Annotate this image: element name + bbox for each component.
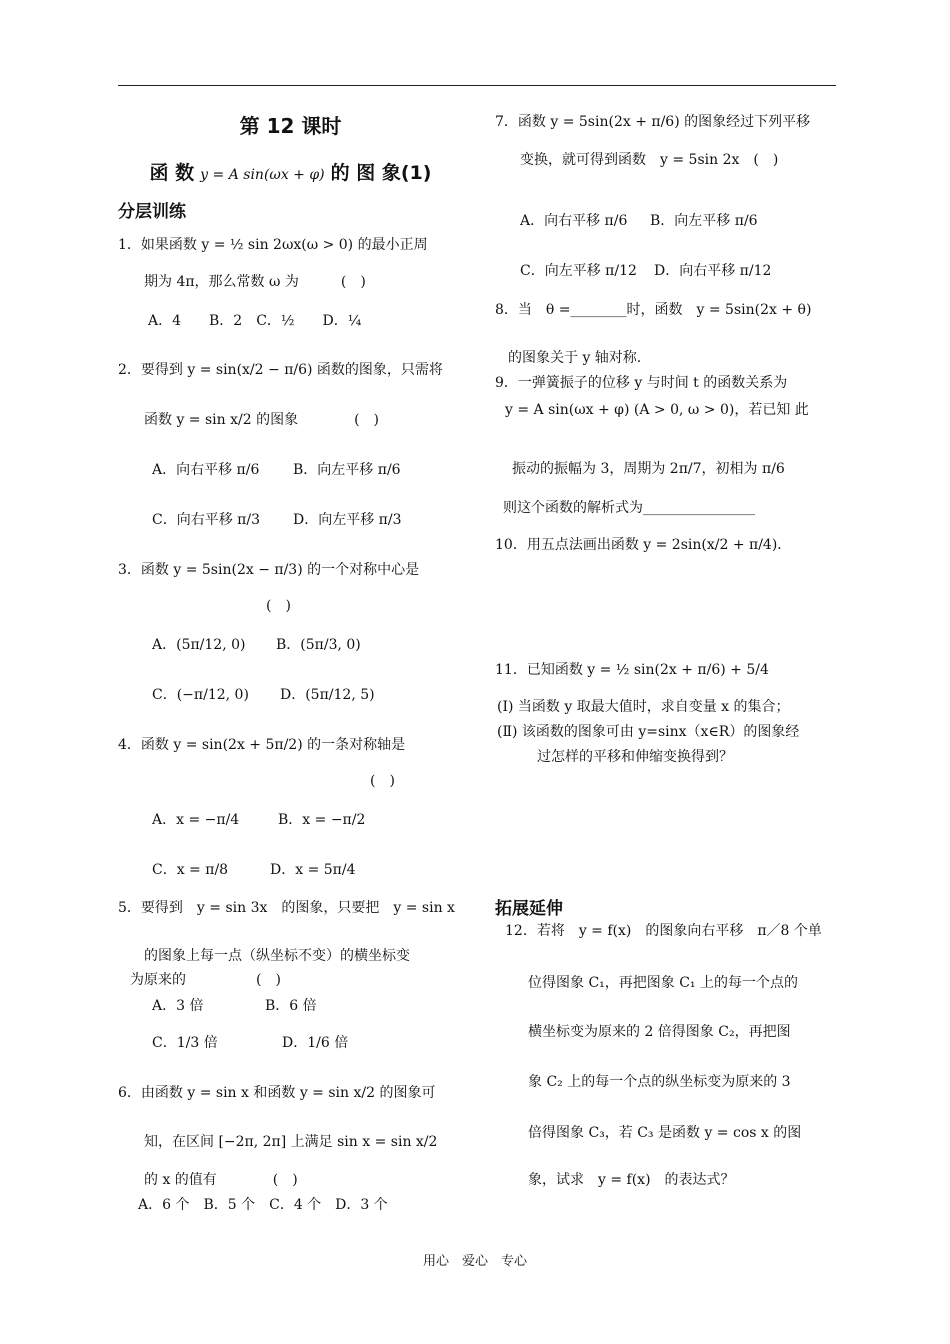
q5-line-3: 为原来的 ( ) [130, 972, 281, 988]
q3-option-d: D．(5π/12, 5) [280, 687, 375, 703]
q7-option-b: B．向左平移 π/6 [650, 213, 758, 229]
q1-line-1: 1．如果函数 y = ½ sin 2ωx(ω > 0) 的最小正周 [118, 237, 428, 253]
q4-line-1: 4．函数 y = sin(2x + 5π/2) 的一条对称轴是 [118, 737, 406, 753]
q5-option-d: D．1/6 倍 [282, 1035, 349, 1051]
q3-option-c: C．(−π/12, 0) [152, 687, 249, 703]
q9-line-1: 9．一弹簧振子的位移 y 与时间 t 的函数关系为 [495, 375, 788, 391]
q7-line-2: 变换，就可得到函数 y = 5sin 2x ( ) [520, 152, 779, 168]
q9-line-3: 振动的振幅为 3，周期为 2π/7，初相为 π/6 [512, 461, 785, 477]
q7-option-a: A．向右平移 π/6 [520, 213, 628, 229]
q8-line-2: 的图象关于 y 轴对称. [508, 350, 642, 366]
q5-option-c: C．1/3 倍 [152, 1035, 218, 1051]
q11-line-4: 过怎样的平移和伸缩变换得到？ [537, 749, 733, 765]
q3-option-b: B．(5π/3, 0) [276, 637, 361, 653]
q2-line-1: 2．要得到 y = sin(x/2 − π/6) 函数的图象，只需将 [118, 362, 443, 378]
q5-line-1: 5．要得到 y = sin 3x 的图象，只要把 y = sin x [118, 900, 455, 916]
section-layered-training: 分层训练 [118, 202, 186, 222]
q2-option-c: C．向右平移 π/3 [152, 512, 260, 528]
q12-line-4: 象 C₂ 上的每一个点的纵坐标变为原来的 3 [528, 1074, 791, 1090]
q11-line-3: (Ⅱ) 该函数的图象可由 y=sinx（x∈R）的图象经 [497, 724, 800, 740]
q5-option-a: A．3 倍 [152, 998, 204, 1014]
q1-line-2: 期为 4π，那么常数 ω 为 ( ) [144, 274, 366, 290]
q4-option-a: A．x = −π/4 [152, 812, 240, 828]
q2-option-b: B．向左平移 π/6 [293, 462, 401, 478]
q3-option-a: A．(5π/12, 0) [152, 637, 246, 653]
q4-option-b: B．x = −π/2 [278, 812, 366, 828]
q12-line-3: 横坐标变为原来的 2 倍得图象 C₂，再把图 [528, 1024, 791, 1040]
q12-line-6: 象，试求 y = f(x) 的表达式？ [528, 1172, 735, 1188]
section-extension: 拓展延伸 [495, 899, 563, 919]
header-rule [118, 85, 836, 86]
q3-line-1: 3．函数 y = 5sin(2x − π/3) 的一个对称中心是 [118, 562, 420, 578]
q2-option-d: D．向左平移 π/3 [293, 512, 402, 528]
subtitle-post: 的 图 象(1) [330, 162, 432, 184]
page-subtitle [118, 158, 463, 185]
footer-motto: 用心 爱心 专心 [422, 1254, 527, 1269]
q11-line-2: (Ⅰ) 当函数 y 取最大值时，求自变量 x 的集合； [497, 699, 790, 715]
q5-option-b: B．6 倍 [265, 998, 317, 1014]
q6-line-3: 的 x 的值有 ( ) [144, 1172, 298, 1188]
subtitle-formula: y = A sin(ωx + φ) [200, 167, 325, 183]
q12-line-1: 12．若将 y = f(x) 的图象向右平移 π／8 个单 [505, 923, 822, 939]
q8-line-1: 8．当 θ =________时，函数 y = 5sin(2x + θ) [495, 302, 812, 318]
subtitle-pre: 函 数 [149, 162, 195, 184]
q2-line-2: 函数 y = sin x/2 的图象 ( ) [144, 412, 380, 428]
q5-line-2: 的图象上每一点（纵坐标不变）的横坐标变 [144, 948, 410, 964]
q4-paren: ( ) [370, 773, 395, 789]
q6-line-1: 6．由函数 y = sin x 和函数 y = sin x/2 的图象可 [118, 1085, 436, 1101]
q7-option-c: C．向左平移 π/12 [520, 263, 637, 279]
q6-options: A．6 个 B．5 个 C．4 个 D．3 个 [138, 1197, 388, 1213]
q2-option-a: A．向右平移 π/6 [152, 462, 260, 478]
q9-line-4: 则这个函数的解析式为________________ [503, 500, 755, 516]
q9-line-2: y = A sin(ωx + φ) (A > 0, ω > 0)，若已知 此 [505, 402, 809, 418]
q3-paren: ( ) [266, 598, 291, 614]
q10-line-1: 10．用五点法画出函数 y = 2sin(x/2 + π/4)． [495, 537, 792, 553]
q11-line-1: 11．已知函数 y = ½ sin(2x + π/6) + 5/4 [495, 662, 769, 678]
page-title: 第 12 课时 [239, 114, 342, 138]
q12-line-2: 位得图象 C₁，再把图象 C₁ 上的每一个点的 [528, 975, 798, 991]
q1-options: A．4 B．2 C．½ D．¼ [148, 313, 362, 329]
q7-line-1: 7．函数 y = 5sin(2x + π/6) 的图象经过下列平移 [495, 114, 811, 130]
q6-line-2: 知，在区间 [−2π, 2π] 上满足 sin x = sin x/2 [144, 1134, 438, 1150]
q4-option-c: C．x = π/8 [152, 862, 229, 878]
q7-option-d: D．向右平移 π/12 [654, 263, 772, 279]
q12-line-5: 倍得图象 C₃，若 C₃ 是函数 y = cos x 的图 [528, 1125, 802, 1141]
q4-option-d: D．x = 5π/4 [270, 862, 356, 878]
